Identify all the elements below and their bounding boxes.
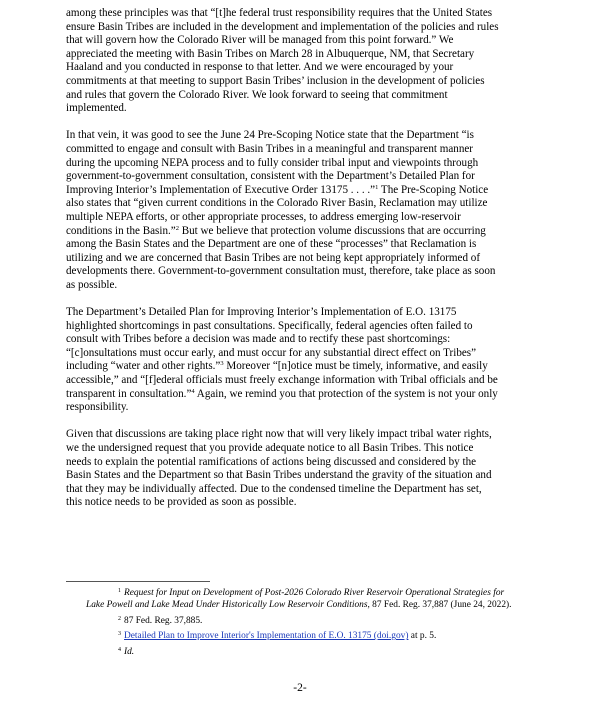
footnote-separator	[66, 581, 210, 582]
footnote-ref-2: 2	[175, 224, 179, 232]
footnote-ref-3: 3	[220, 360, 224, 368]
letter-body	[66, 7, 544, 524]
text-line: appreciated the meeting with Basin Tribes on March 28 in Albuquerque, NM, that Secretary	[66, 47, 475, 60]
text-line: needs to explain the potential ramifications of actions being discussed and considered by the	[66, 455, 477, 468]
footnote-1	[66, 587, 544, 612]
text-line: this notice needs to be provided as soon as possible.	[66, 496, 297, 509]
text-line	[66, 388, 544, 402]
text-segment: Improving Interior’s Implementation of Executive Order 13175 . . . .”	[66, 183, 376, 196]
text-line: accessible,” and “[f]ederal officials must freely exchange information with Tribal officials and be	[66, 374, 498, 387]
footnote-ref-1: 1	[375, 183, 379, 191]
text-line: we the undersigned request that you provide adequate notice to all Basin Tribes. This notice	[66, 442, 474, 454]
footnote-3	[66, 630, 544, 642]
footnote-citation-title: Lake Powell and Lake Mead Under Historically Low Reservoir Conditions	[86, 600, 368, 611]
paragraph-1	[66, 7, 544, 116]
footnote-number: 1	[118, 588, 121, 594]
footnote-text: Id.	[124, 646, 135, 657]
text-line	[66, 360, 544, 374]
text-line	[66, 225, 544, 239]
text-line: Basin States and the Department so that Basin Tribes understand the gravity of the situation and	[66, 469, 492, 482]
footnote-2	[66, 615, 544, 627]
text-segment: But we believe that protection volume discussions that are occurring	[178, 224, 486, 237]
text-line: responsibility.	[66, 401, 129, 414]
paragraph-4	[66, 428, 544, 510]
text-line: ensure Basin Tribes are included in the development and implementation of the policies and rules	[66, 20, 499, 33]
text-line: among the Basin States and the Department are one of these “processes” that Reclamation is	[66, 238, 477, 251]
paragraph-2	[66, 129, 544, 292]
footnote-number: 4	[118, 646, 121, 653]
footnote-text: at p. 5.	[408, 631, 437, 642]
text-line: In that vein, it was good to see the June 24 Pre-Scoping Notice state that the Department “is	[66, 129, 474, 142]
text-segment: conditions in the Basin.”	[66, 224, 176, 237]
text-segment: Moreover “[n]otice must be timely, informative, and easily	[223, 360, 488, 373]
text-line: that they may be individually affected. Due to the condensed timeline the Department has set,	[66, 482, 482, 495]
text-line: multiple NEPA efforts, or other appropriate processes, to address emerging low-reservoir	[66, 210, 461, 223]
text-line: Given that discussions are taking place right now that will very likely impact tribal water rights,	[66, 428, 492, 441]
text-line: that will govern how the Colorado River will be managed from this point forward.” We	[66, 34, 454, 47]
text-line	[66, 184, 544, 198]
text-line: consult with Tribes before a decision was made and to rectify these past shortcomings:	[66, 333, 451, 346]
page-number: -2-	[293, 682, 307, 694]
text-segment: The Pre-Scoping Notice	[378, 183, 489, 196]
footnotes	[66, 587, 544, 661]
text-line: “[c]onsultations must occur early, and must occur for any substantial direct effect on Tribes”	[66, 346, 477, 359]
detailed-plan-link[interactable]: Detailed Plan to Improve Interior's Implementation of E.O. 13175 (doi.gov)	[124, 631, 409, 642]
text-line: utilizing and we are concerned that Basin Tribes are not being kept appropriately informed of	[66, 251, 481, 264]
text-segment: including “water and other rights.”	[66, 360, 221, 373]
text-line: and rules that govern the Colorado River. We look forward to seeing that commitment	[66, 88, 448, 101]
text-segment: transparent in consultation.”	[66, 387, 192, 400]
text-line: also states that “given current conditions in the Colorado River Basin, Reclamation may utilize	[66, 197, 488, 210]
text-line: implemented.	[66, 102, 127, 115]
footnote-4	[66, 646, 544, 658]
footnote-citation-rest: , 87 Fed. Reg. 37,887 (June 24, 2022).	[367, 600, 512, 611]
text-line: Haaland and you conducted in response to that letter. And we were encouraged by your	[66, 61, 454, 74]
footnote-number: 3	[118, 631, 121, 638]
text-line: commitments at that meeting to support Basin Tribes’ inclusion in the development of policies	[66, 74, 485, 87]
footnote-citation-title: Request for Input on Development of Post-2026 Colorado River Reservoir Operational Strategies for	[124, 588, 505, 598]
paragraph-3	[66, 306, 544, 415]
text-line: developments there. Government-to-government consultation must, therefore, take place as soon	[66, 265, 496, 278]
text-line: committed to engage and consult with Basin Tribes in a meaningful and transparent manner	[66, 142, 473, 155]
text-line: among these principles was that “[t]he federal trust responsibility requires that the United States	[66, 7, 493, 19]
footnote-text: 87 Fed. Reg. 37,885.	[124, 615, 203, 626]
text-line: as possible.	[66, 278, 118, 291]
text-line: during the upcoming NEPA process and to fully consider tribal input and viewpoints through	[66, 156, 479, 169]
text-line: The Department’s Detailed Plan for Improving Interior’s Implementation of E.O. 13175	[66, 306, 457, 319]
text-segment: Again, we remind you that protection of the system is not your only	[194, 387, 498, 400]
footnote-number: 2	[118, 615, 121, 622]
text-line: highlighted shortcomings in past consultations. Specifically, federal agencies often failed to	[66, 319, 473, 332]
footnote-ref-4: 4	[191, 387, 195, 395]
text-line: government-to-government consultation, consistent with the Department’s Detailed Plan for	[66, 170, 475, 183]
